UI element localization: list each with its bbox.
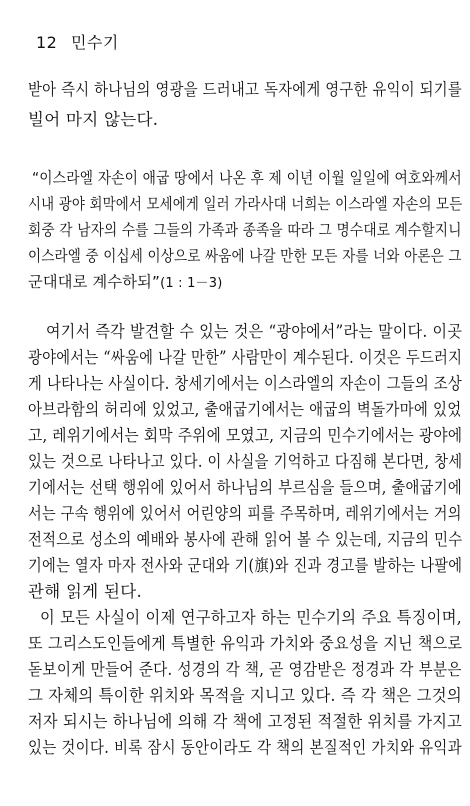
- quote-line: 이스라엘 중 이십세 이상으로 싸움에 나갈 만한 모든 자를 너와 아론은 그: [28, 247, 462, 265]
- quote-line: “이스라엘 자손이 애굽 땅에서 나온 후 제 이년 이월 일일에 여호와께서: [32, 169, 462, 187]
- text-line: 돋보이게 만들어 준다. 성경의 각 책, 곧 영감받은 정경과 각 부분은: [28, 660, 462, 679]
- text-line: 있는 것이다. 비록 잠시 동안이라도 각 책의 본질적인 가치와 유익과: [28, 738, 462, 757]
- text-line: 있는 것으로 나타나고 있다. 이 사실을 기억하고 다짐해 본다면, 창세: [28, 452, 463, 471]
- quote-line: [28, 270, 222, 296]
- text-line: 관해 읽게 된다.: [28, 582, 143, 601]
- quote-line: 회중 각 남자의 수를 그들의 가족과 종족을 따라 그 명수대로 계수할지니: [28, 221, 462, 239]
- text-line: 기에는 열자 마자 전사와 군대와 기(旗)와 진과 경고를 발하는 나팔에: [28, 556, 463, 575]
- text-line: 여기서 즉각 발견할 수 있는 것은 “광야에서”라는 말이다. 이곳: [46, 322, 463, 341]
- scripture-reference: (1 : 1－3): [160, 276, 223, 291]
- text-line: 빌어 마지 않는다.: [28, 110, 159, 129]
- text-line: 아브라함의 허리에 있었고, 출애굽기에서는 애굽의 벽돌가마에 있었: [28, 400, 462, 419]
- text-line: 광야에서는 “싸움에 나갈 만한” 사람만이 계수된다. 이것은 두드러지: [28, 348, 463, 367]
- text-line: 전적으로 성소의 예배와 봉사에 관해 읽어 볼 수 있는데, 지금의 민수: [28, 530, 463, 549]
- text-line: 또 그리스도인들에게 특별한 유익과 가치와 중요성을 지닌 책으로: [28, 634, 463, 653]
- text-line: 받아 즉시 하나님의 영광을 드러내고 독자에게 영구한 유익이 되기를: [28, 80, 463, 99]
- text-line: 이 모든 사실이 이제 연구하고자 하는 민수기의 주요 특징이며,: [40, 608, 462, 627]
- text-line: 저자 되시는 하나님에 의해 각 책에 고정된 적절한 위치를 가지고: [28, 712, 463, 731]
- running-title: 민수기: [70, 33, 119, 52]
- quote-line: 시내 광야 회막에서 모세에게 일러 가라사대 너희는 이스라엘 자손의 모든: [28, 195, 463, 213]
- text-line: 기에서는 선택 행위에 있어서 하나님의 부르심을 들으며, 출애굽기에: [28, 478, 463, 497]
- quote-text: 군대대로 계수하되”: [28, 273, 161, 291]
- page-number: 12: [36, 33, 58, 52]
- text-line: 그 자체의 특이한 위치와 목적을 지니고 있다. 즉 각 책은 그것의: [28, 686, 462, 705]
- text-line: 게 나타나는 사실이다. 창세기에서는 이스라엘의 자손이 그들의 조상: [28, 374, 463, 393]
- text-line: 고, 레위기에서는 회막 주위에 모였고, 지금의 민수기에서는 광야에: [28, 426, 463, 445]
- text-line: 서는 구속 행위에 있어서 어린양의 피를 주목하며, 레위기에서는 거의: [28, 504, 462, 523]
- running-header: [36, 30, 119, 53]
